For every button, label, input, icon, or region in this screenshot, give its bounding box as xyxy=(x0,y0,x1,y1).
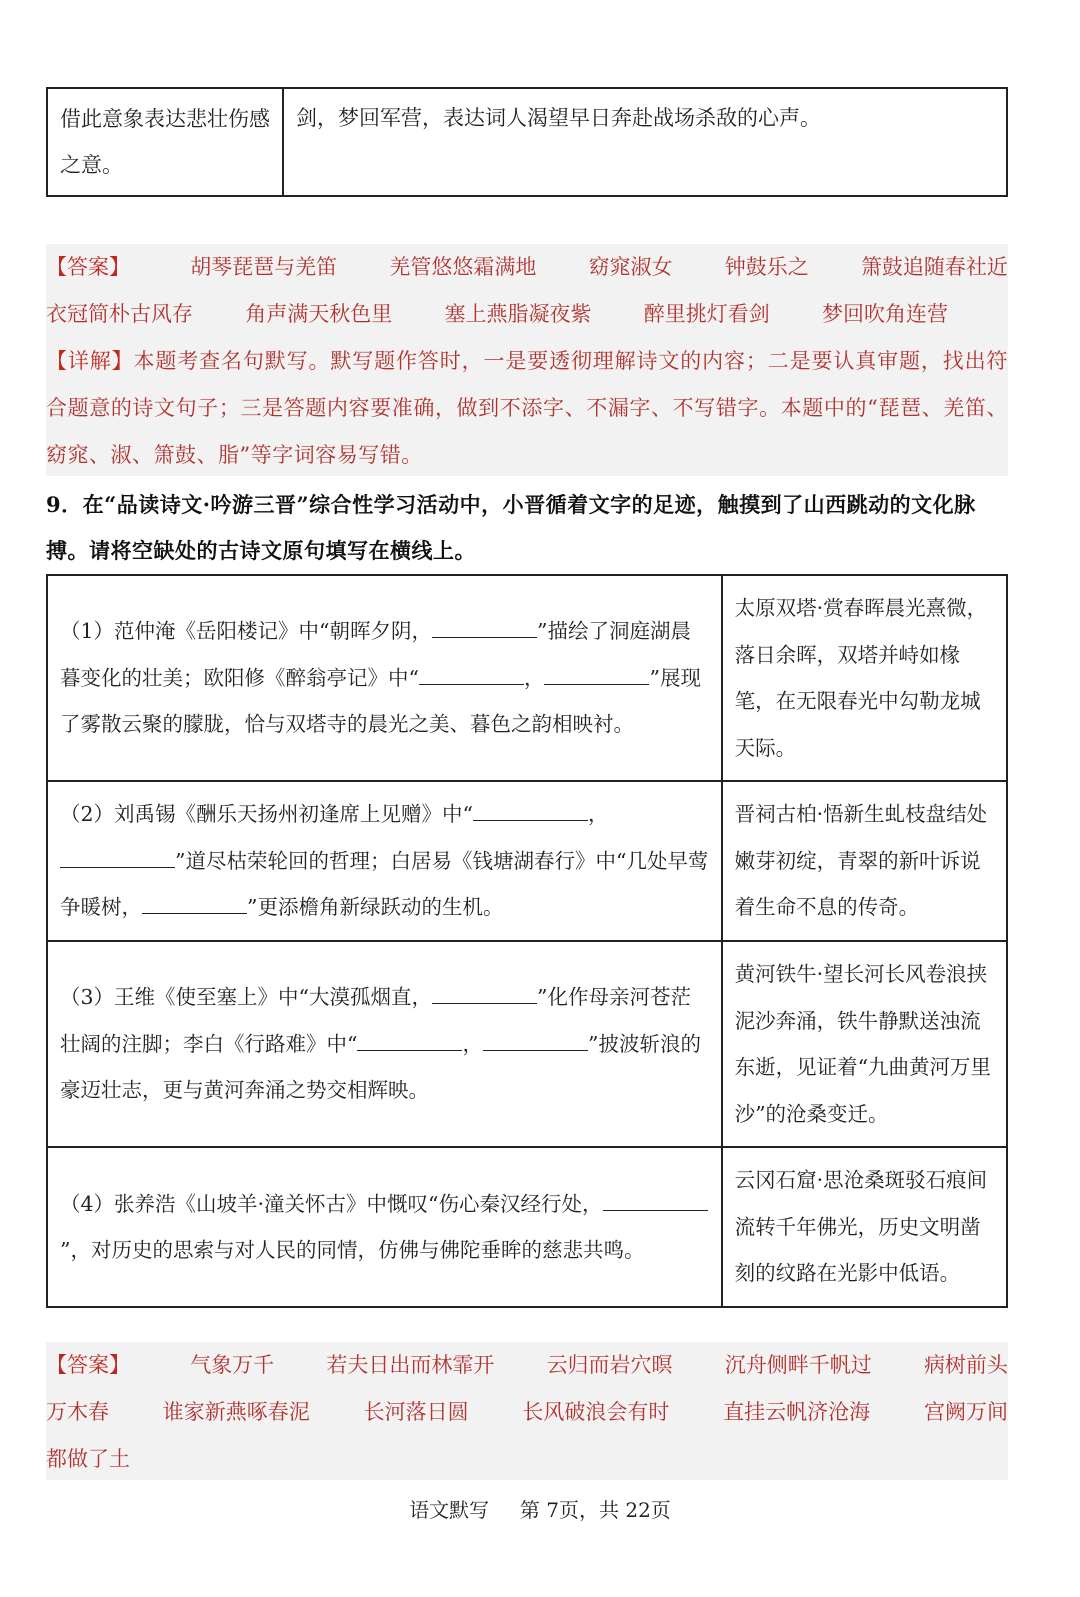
question-text: ， xyxy=(462,1031,483,1056)
table-row xyxy=(47,781,1007,941)
table-cell-left: 借此意象表达悲壮伤感之意。 xyxy=(47,88,283,196)
answer-tag: 【答案】 xyxy=(46,255,130,279)
question-text: ”化作母亲河苍茫壮阔的注脚；李白《行路难》中“ xyxy=(60,985,692,1056)
answer-item: 若夫日出而林霏开 xyxy=(326,1353,495,1377)
question-text: ”道尽枯荣轮回的哲理；白居易《钱塘湖春行》中“几处早莺争暖树， xyxy=(60,848,709,920)
question-text: ”描绘了洞庭湖晨暮变化的壮美；欧阳修《醉翁亭记》中“ xyxy=(60,619,692,690)
answer-row-1 xyxy=(46,244,1008,291)
answer-blank[interactable] xyxy=(60,846,175,868)
table-row xyxy=(47,575,1007,781)
answer-row-2 xyxy=(46,1389,1008,1436)
answer-tag: 【答案】 xyxy=(46,1353,130,1377)
answer-item: 梦回吹角连营 xyxy=(822,302,948,326)
answer-block-2 xyxy=(46,1342,1008,1480)
answer-row-2 xyxy=(46,291,1008,338)
answer-blank[interactable] xyxy=(357,1029,462,1051)
answer-blank[interactable] xyxy=(432,617,537,639)
answer-item: 长河落日圆 xyxy=(363,1400,469,1424)
answer-row-1 xyxy=(46,1342,1008,1389)
answer-blank[interactable] xyxy=(544,663,649,685)
answer-item: 宫阙万间 xyxy=(923,1400,1008,1424)
page-footer xyxy=(0,1494,1080,1523)
question-text: ”，对历史的思索与对人民的同情，仿佛与佛陀垂眸的慈悲共鸣。 xyxy=(60,1238,645,1262)
context-cell-3: 黄河铁牛·望长河长风卷浪挟泥沙奔涌，铁牛静默送浊流东逝，见证着“九曲黄河万里沙”的沧桑变迁。 xyxy=(722,941,1007,1147)
question-cell-1 xyxy=(47,575,722,781)
answer-item: 角声满天秋色里 xyxy=(245,302,393,326)
answer-blank[interactable] xyxy=(483,1029,588,1051)
answer-item: 衣冠简朴古风存 xyxy=(46,302,193,326)
footer-page-info: 第 7页，共 22页 xyxy=(519,1498,671,1522)
answer-item: 万木春 xyxy=(46,1400,109,1424)
detail-tag: 【详解】 xyxy=(46,349,134,373)
question-cell-4 xyxy=(47,1147,722,1307)
table-row xyxy=(47,88,1007,196)
table-row xyxy=(47,941,1007,1147)
context-cell-2: 晋祠古柏·悟新生虬枝盘结处嫩芽初绽，青翠的新叶诉说着生命不息的传奇。 xyxy=(722,781,1007,941)
answer-blank[interactable] xyxy=(419,663,524,685)
context-cell-4: 云冈石窟·思沧桑斑驳石痕间流转千年佛光，历史文明凿刻的纹路在光影中低语。 xyxy=(722,1147,1007,1307)
question-text: ”更添檐角新绿跃动的生机。 xyxy=(247,895,504,920)
answer-item: 直挂云帆济沧海 xyxy=(723,1400,871,1424)
footer-subject: 语文默写 xyxy=(409,1498,490,1522)
question-text: （4）张养浩《山坡羊·潼关怀古》中慨叹“伤心秦汉经行处， xyxy=(60,1191,603,1216)
table-cell-right: 剑，梦回军营，表达词人渴望早日奔赴战场杀敌的心声。 xyxy=(283,88,1007,196)
answer-item: 谁家新燕啄春泥 xyxy=(162,1400,310,1424)
explanation-text: 本题考查名句默写。默写题作答时，一是要透彻理解诗文的内容；二是要认真审题，找出符合题意的诗文句子；三是答题内容要准确，做到不添字、不漏字、不写错字。本题中的“琵琶、羌笛、窈窕、淑、箫鼓、脂”等字词容易写错。 xyxy=(46,349,1009,467)
question-text: （3）王维《使至塞上》中“大漠孤烟直， xyxy=(60,985,433,1010)
answer-item: 醉里挑灯看剑 xyxy=(643,302,770,326)
question-text: ”披波斩浪的豪迈壮志，更与黄河奔涌之势交相辉映。 xyxy=(60,1031,701,1103)
answer-item: 钟鼓乐之 xyxy=(724,255,809,279)
answer-blank[interactable] xyxy=(603,1189,708,1211)
answer-item: 箫鼓追随春社近 xyxy=(860,255,1008,279)
answer-item: 病树前头 xyxy=(923,1353,1008,1377)
answer-item: 气象万千 xyxy=(190,1353,275,1377)
answer-item: 云归而岩穴暝 xyxy=(546,1353,673,1377)
answer-item: 塞上燕脂凝夜紫 xyxy=(444,302,592,326)
answer-item: 羌管悠悠霜满地 xyxy=(389,255,537,279)
answer-item: 沉舟侧畔千帆过 xyxy=(724,1353,872,1377)
question-text: ”展现了雾散云聚的朦胧，恰与双塔寺的晨光之美、暮色之韵相映衬。 xyxy=(60,665,701,737)
question-text: ， xyxy=(588,802,609,827)
question-cell-2 xyxy=(47,781,722,941)
answer-row-3 xyxy=(46,1436,1008,1483)
context-cell-1: 太原双塔·赏春晖晨光熹微，落日余晖，双塔并峙如椽笔，在无限春光中勾勒龙城天际。 xyxy=(722,575,1007,781)
answer-item: 窈窕淑女 xyxy=(588,255,673,279)
answer-item: 都做了土 xyxy=(46,1447,130,1471)
question-text: ， xyxy=(523,665,545,690)
question-9: 9．在“品读诗文·吟游三晋”综合性学习活动中，小晋循着文字的足迹，触摸到了山西跳动的文化脉搏。请将空缺处的古诗文原句填写在横线上。 xyxy=(46,492,976,563)
answer-item: 胡琴琵琶与羌笛 xyxy=(190,255,338,279)
question-text: （1）范仲淹《岳阳楼记》中“朝晖夕阴， xyxy=(60,619,433,644)
answer-blank[interactable] xyxy=(142,893,247,915)
question-cell-3 xyxy=(47,941,722,1147)
table-row xyxy=(47,1147,1007,1307)
table-continued xyxy=(46,87,1008,197)
answer-blank[interactable] xyxy=(432,983,537,1005)
question-text: （2）刘禹锡《酬乐天扬州初逢席上见赠》中“ xyxy=(60,802,474,827)
answer-blank[interactable] xyxy=(473,800,588,822)
explanation xyxy=(46,338,1008,479)
answer-item: 长风破浪会有时 xyxy=(522,1400,670,1424)
answer-block-1 xyxy=(46,244,1008,476)
question-table xyxy=(46,574,1008,1308)
